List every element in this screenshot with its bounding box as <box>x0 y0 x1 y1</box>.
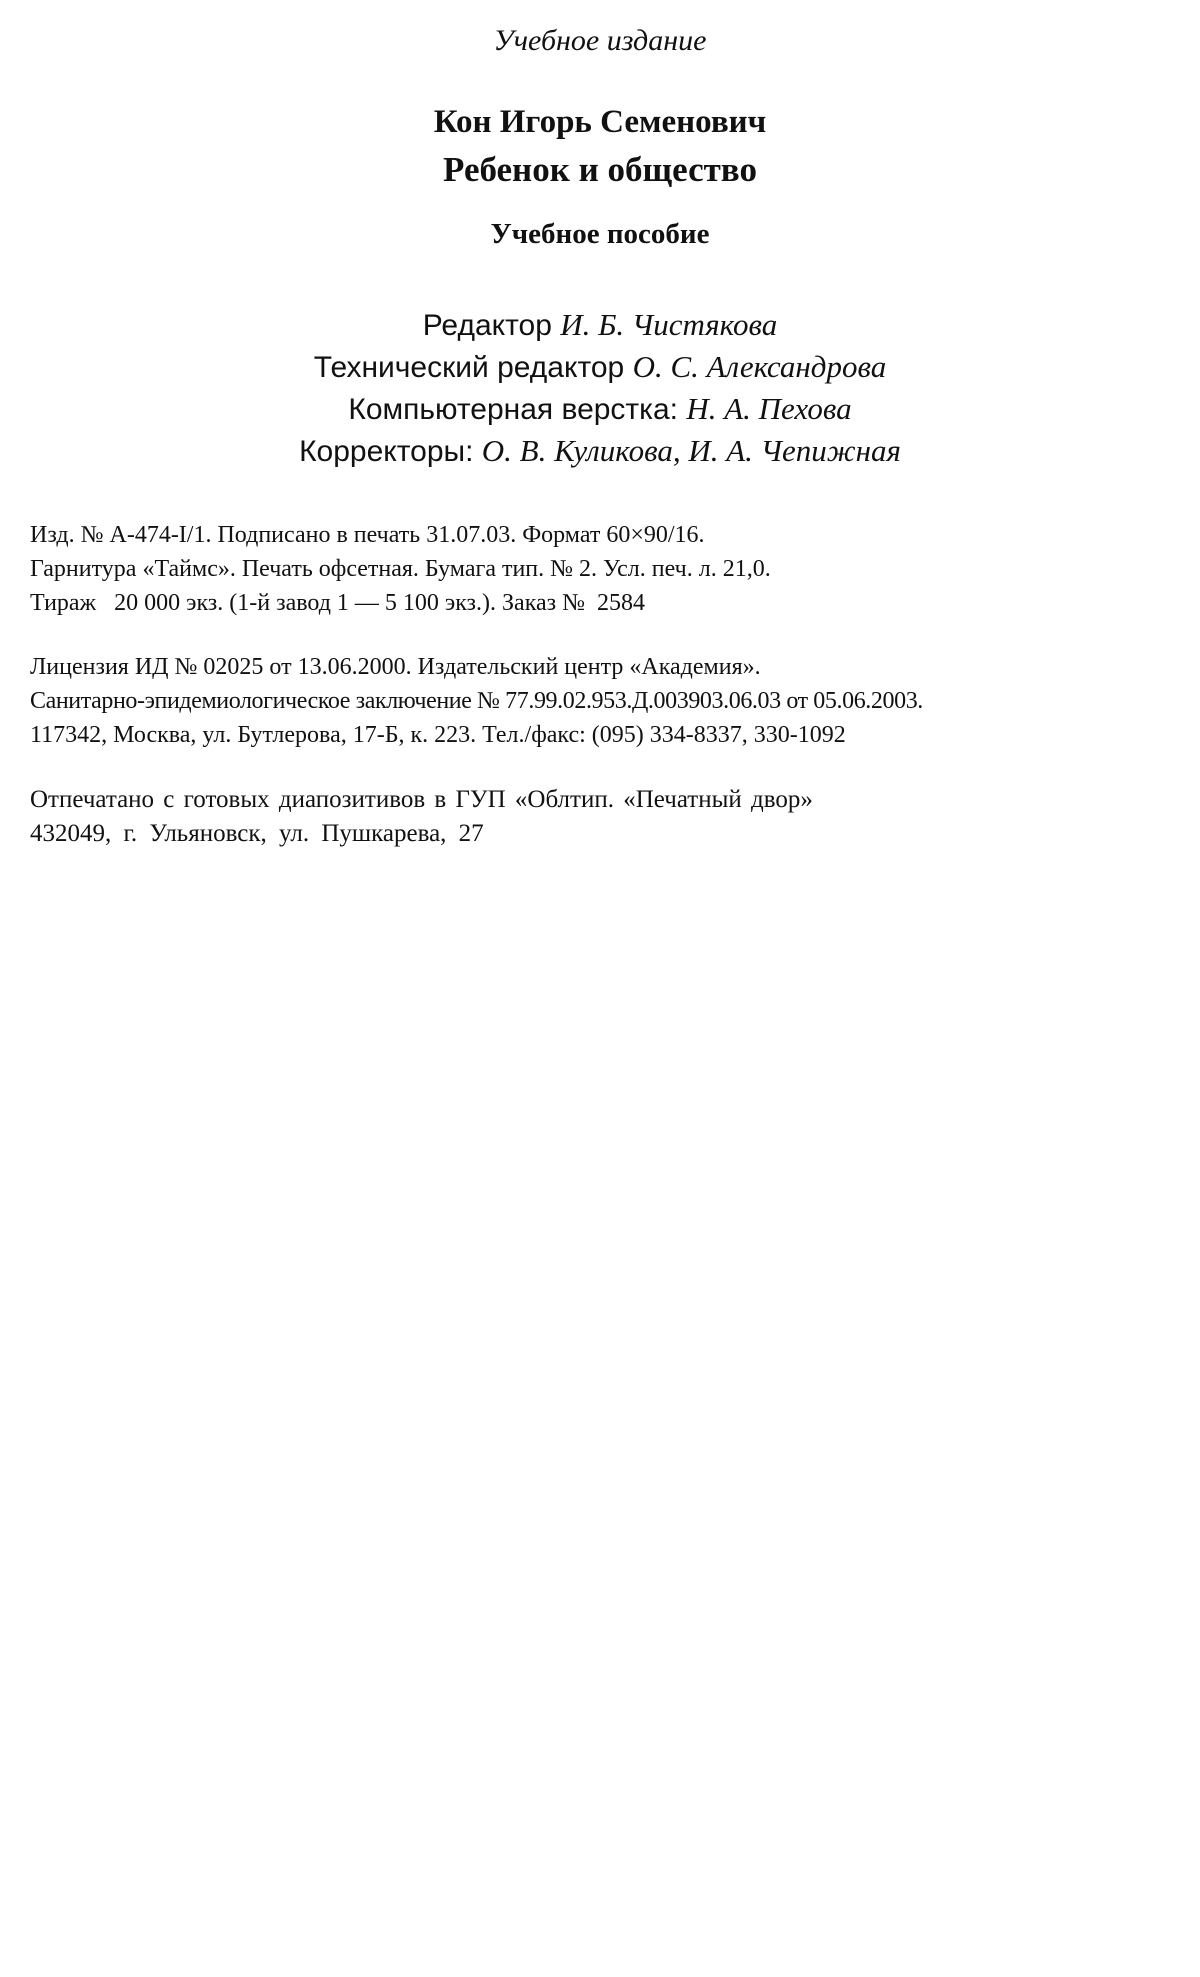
publisher-details-line: Санитарно-эпидемиологическое заключение № 77.99.02.953.Д.003903.06.03 от 05.06.2003. <box>30 688 923 714</box>
edition-type: Учебное издание <box>493 24 707 57</box>
credit-role: Технический редактор <box>313 351 625 384</box>
print-details-line: Изд. № А-474-I/1. Подписано в печать 31.07.03. Формат 60×90/16. <box>30 522 705 548</box>
printer-details <box>30 783 1180 851</box>
credit-role: Корректоры: <box>299 435 474 468</box>
credit-name: Н. А. Пехова <box>686 391 852 426</box>
editorial-credits <box>0 304 1200 472</box>
publisher-details-line: Лицензия ИД № 02025 от 13.06.2000. Издательский центр «Академия». <box>30 654 761 680</box>
credit-role: Редактор <box>422 309 552 342</box>
credit-name: И. Б. Чистякова <box>560 307 778 342</box>
print-details-line: Тираж 20 000 экз. (1-й завод 1 — 5 100 экз.). Заказ № 2584 <box>30 590 646 616</box>
book-title: Ребенок и общество <box>443 150 757 189</box>
book-kind: Учебное пособие <box>490 218 710 250</box>
print-details <box>30 518 1180 620</box>
printer-details-line: Отпечатано с готовых диапозитивов в ГУП «Облтип. «Печатный двор» <box>30 786 813 813</box>
credit-editor <box>0 304 1200 346</box>
publisher-details-line: 117342, Москва, ул. Бутлерова, 17-Б, к. 223. Тел./факс: (095) 334-8337, 330-1092 <box>30 722 846 748</box>
credit-layout <box>0 388 1200 430</box>
credit-proofreaders <box>0 430 1200 472</box>
author-name: Кон Игорь Семенович <box>433 104 767 140</box>
publisher-details <box>30 650 1180 752</box>
credit-role: Компьютерная верстка: <box>348 393 678 426</box>
credit-name: О. С. Александрова <box>632 349 887 384</box>
credit-name: О. В. Куликова, И. А. Чепижная <box>481 433 901 468</box>
printer-details-line: 432049, г. Ульяновск, ул. Пушкарева, 27 <box>30 820 484 847</box>
print-details-line: Гарнитура «Таймс». Печать офсетная. Бумага тип. № 2. Усл. печ. л. 21,0. <box>30 556 771 582</box>
credit-technical-editor <box>0 346 1200 388</box>
